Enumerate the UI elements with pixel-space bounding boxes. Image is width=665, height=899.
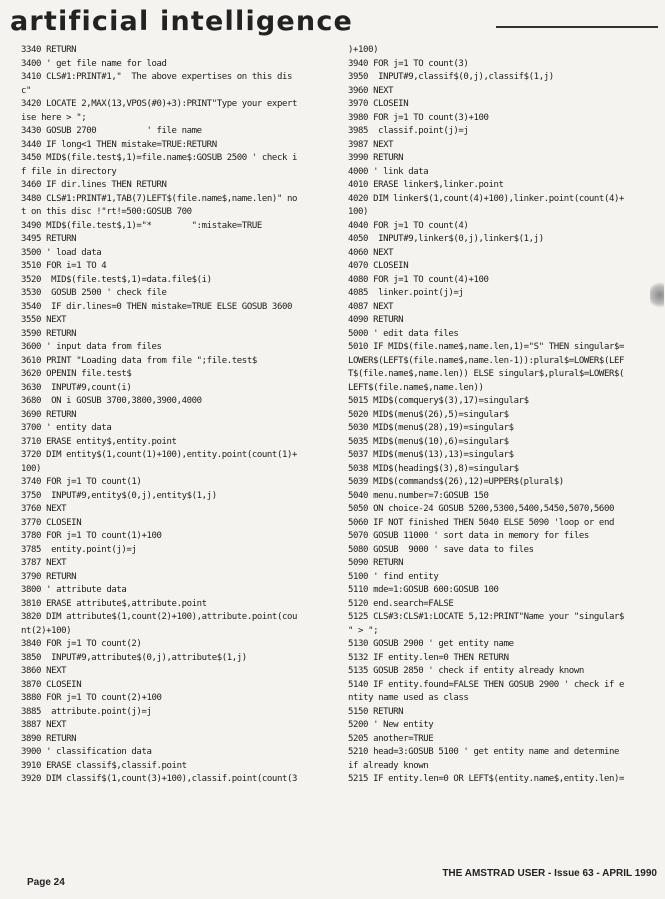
code-line: 5135 GOSUB 2850 ' check if entity already known [348,666,584,676]
code-line: 5010 IF MID$(file.name$,name.len,1)="S" THEN singular$= [348,342,625,352]
code-line: 4020 DIM linker$(1,count(4)+100),linker.point(count(4)+ [348,193,625,204]
code-line: 4070 CLOSEIN [348,261,409,271]
code-line: 3985 classif.point(j)=j [348,126,469,136]
code-line: 3820 DIM attribute$(1,count(2)+100),attribute.point(cou [21,612,298,622]
code-line: 3450 MID$(file.test$,1)=file.name$:GOSUB 2500 ' check i [21,153,298,163]
code-line: c" [21,85,32,96]
code-line: 5060 IF NOT finished THEN 5040 ELSE 5090 'loop or end [348,517,614,528]
code-line: 5125 CLS#3:CLS#1:LOCATE 5,12:PRINT"Name your "singular$ [348,612,625,622]
code-line: )+100) [348,45,379,55]
code-line: 3550 NEXT [21,315,67,325]
code-line: 5205 another=TRUE [348,733,434,744]
listing-left-column [21,44,339,787]
code-line: 3440 IF long<1 THEN mistake=TRUE:RETURN [21,139,217,150]
code-line: 3880 FOR j=1 TO count(2)+100 [21,693,162,703]
listing-right-column [348,44,648,787]
code-line: 5130 GOSUB 2900 ' get entity name [348,639,514,649]
code-line: 5090 RETURN [348,558,404,568]
code-line: 3960 NEXT [348,85,394,96]
code-line: 3990 RETURN [348,153,404,163]
code-line: 3870 CLOSEIN [21,679,82,690]
code-line: 4050 INPUT#9,linker$(0,j),linker$(1,j) [348,234,544,244]
code-line: 3520 MID$(file.test$,1)=data.file$(i) [21,274,212,285]
code-line: 3430 GOSUB 2700 ' file name [21,126,202,136]
code-line: 3980 FOR j=1 TO count(3)+100 [348,112,489,123]
code-line: 5000 ' edit data files [348,328,459,339]
code-line: 3770 CLOSEIN [21,517,82,528]
code-line: 3710 ERASE entity$,entity.point [21,436,177,447]
code-line: 3790 RETURN [21,571,77,582]
code-line: T$(file.name$,name.len)) ELSE singular$,plural$=LOWER$( [348,369,625,379]
code-line: f file in directory [21,166,117,177]
code-line: 3900 ' classification data [21,747,152,757]
code-line: 3480 CLS#1:PRINT#1,TAB(7)LEFT$(file.name$,name.len)" no [21,193,298,204]
code-line: 3890 RETURN [21,733,77,744]
code-line: 4010 ERASE linker$,linker.point [348,180,504,190]
code-line: 4080 FOR j=1 TO count(4)+100 [348,274,489,285]
page-header [8,4,658,44]
code-line: 3610 PRINT "Loading data from file ";file.test$ [21,355,257,366]
code-line: 3700 ' entity data [21,423,112,433]
code-line: 3785 entity.point(j)=j [21,544,137,555]
code-line: nt(2)+100) [21,625,72,636]
code-line: 3420 LOCATE 2,MAX(13,VPOS(#0)+3):PRINT"Type your expert [21,99,298,109]
code-line: " > "; [348,625,379,636]
code-line: 3780 FOR j=1 TO count(1)+100 [21,531,162,541]
code-line: 5039 MID$(commands$(26),12)=UPPER$(plural$) [348,477,564,487]
code-line: LOWER$(LEFT$(file.name$,name.len-1)):plural$=LOWER$(LEF [348,355,625,366]
code-line: 3690 RETURN [21,409,77,420]
code-line: 100) [348,207,369,217]
code-line: 100) [21,463,42,474]
code-line: 4085 linker.point(j)=j [348,288,464,298]
code-line: 3920 DIM classif$(1,count(3)+100),classif.point(count(3 [21,774,298,784]
code-line: 3510 FOR i=1 TO 4 [21,261,107,271]
header-rule [496,26,658,28]
code-line: 3950 INPUT#9,classif$(0,j),classif$(1,j) [348,72,554,82]
code-line: 3760 NEXT [21,504,67,514]
code-line: 5020 MID$(menu$(26),5)=singular$ [348,409,509,420]
code-line: LEFT$(file.name$,name.len)) [348,382,484,393]
code-line: 5030 MID$(menu$(28),19)=singular$ [348,423,514,433]
code-line: 3740 FOR j=1 TO count(1) [21,477,142,487]
code-line: 3620 OPENIN file.test$ [21,369,132,379]
code-line: 5200 ' New entity [348,720,434,730]
code-line: 3800 ' attribute data [21,585,127,595]
code-line: 3590 RETURN [21,328,77,339]
code-line: 5210 head=3:GOSUB 5100 ' get entity name and determine [348,747,619,757]
code-line: 3490 MID$(file.test$,1)="* ":mistake=TRUE [21,220,262,231]
code-line: 3940 FOR j=1 TO count(3) [348,58,469,69]
code-line: 3530 GOSUB 2500 ' check file [21,288,167,298]
code-line: 5120 end.search=FALSE [348,598,454,609]
code-line: 5080 GOSUB 9000 ' save data to files [348,544,534,555]
binder-hole [650,280,664,310]
code-line: 3987 NEXT [348,139,394,150]
code-line: 5215 IF entity.len=0 OR LEFT$(entity.name$,entity.len)= [348,774,625,784]
code-line: 3810 ERASE attribute$,attribute.point [21,598,207,609]
code-line: 5015 MID$(comquery$(3),17)=singular$ [348,396,529,406]
code-line: 4060 NEXT [348,247,394,258]
code-line: if already known [348,760,429,771]
code-line: 5035 MID$(menu$(10),6)=singular$ [348,436,509,447]
code-line: 4000 ' link data [348,166,429,177]
code-line: 3750 INPUT#9,entity$(0,j),entity$(1,j) [21,490,217,501]
code-line: 3400 ' get file name for load [21,58,167,69]
code-line: 5037 MID$(menu$(13),13)=singular$ [348,450,514,460]
code-line: 3850 INPUT#9,attribute$(0,j),attribute$(1,j) [21,652,247,663]
code-line: 3540 IF dir.lines=0 THEN mistake=TRUE ELSE GOSUB 3600 [21,301,292,312]
code-line: 5040 menu.number=7:GOSUB 150 [348,490,489,501]
code-line: 3970 CLOSEIN [348,99,409,109]
code-line: 3630 INPUT#9,count(i) [21,382,132,393]
code-line: 5070 GOSUB 11000 ' sort data in memory for files [348,531,589,541]
code-line: 3885 attribute.point(j)=j [21,706,152,717]
code-line: 5050 ON choice-24 GOSUB 5200,5300,5400,5450,5070,5600 [348,504,614,514]
page-number: Page 24 [27,877,65,888]
code-line: 5150 RETURN [348,706,404,717]
code-line: 5110 mde=1:GOSUB 600:GOSUB 100 [348,585,499,595]
code-line: ise here > "; [21,112,87,123]
code-line: 3860 NEXT [21,666,67,676]
code-line: 3600 ' input data from files [21,342,162,352]
issue-line: THE AMSTRAD USER - Issue 63 - APRIL 1990 [442,868,657,879]
code-line: ntity name used as class [348,693,469,703]
code-line: 3887 NEXT [21,720,67,730]
code-line: 5132 IF entity.len=0 THEN RETURN [348,652,509,663]
section-title: artificial intelligence [10,6,354,37]
code-line: 4040 FOR j=1 TO count(4) [348,220,469,231]
code-line: 5100 ' find entity [348,571,439,582]
code-line: 3680 ON i GOSUB 3700,3800,3900,4000 [21,396,202,406]
code-line: 3495 RETURN [21,234,77,244]
code-line: 5140 IF entity.found=FALSE THEN GOSUB 2900 ' check if e [348,679,625,690]
code-line: 3410 CLS#1:PRINT#1," The above expertises on this dis [21,72,292,82]
code-line: 3910 ERASE classif$,classif.point [21,760,187,771]
code-line: 4090 RETURN [348,315,404,325]
code-line: 3340 RETURN [21,45,77,55]
code-line: 5038 MID$(heading$(3),8)=singular$ [348,463,519,474]
code-line: 3500 ' load data [21,247,102,258]
code-line: 3720 DIM entity$(1,count(1)+100),entity.point(count(1)+ [21,450,298,460]
code-line: 3460 IF dir.lines THEN RETURN [21,180,167,190]
code-line: 3787 NEXT [21,558,67,568]
code-line: 3840 FOR j=1 TO count(2) [21,639,142,649]
code-line: 4087 NEXT [348,301,394,312]
code-line: t on this disc !"rt!=500:GOSUB 700 [21,207,192,217]
